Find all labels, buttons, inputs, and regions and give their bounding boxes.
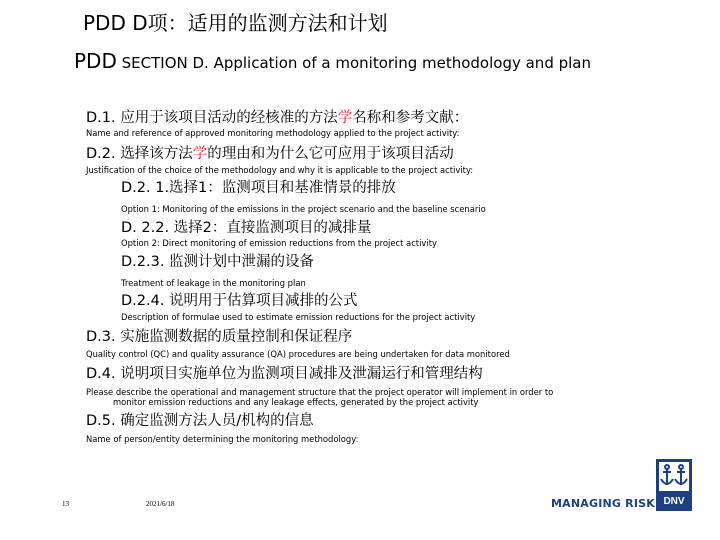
item-d5-desc: Name of person/entity determining the monitoring methodology: — [86, 434, 359, 444]
item-d3-desc: Quality control (QC) and quality assurance (QA) procedures are being undertaken for data monitored — [86, 349, 510, 359]
footer-date: 2021/6/18 — [146, 500, 175, 508]
item-d22-desc: Option 2: Direct monitoring of emission reductions from the project activity — [121, 238, 437, 248]
managing-risk-slogan: MANAGING RISK — [551, 497, 655, 510]
logo-emblem-panel — [659, 462, 689, 491]
item-d23-heading: D.2.3. 监测计划中泄漏的设备 — [121, 254, 315, 270]
title-en-prefix: PDD — [74, 49, 117, 73]
item-d24-heading: D.2.4. 说明用于估算项目减排的公式 — [121, 293, 358, 309]
item-d3-heading: D.3. 实施监测数据的质量控制和保证程序 — [86, 329, 353, 345]
item-d5-heading: D.5. 确定监测方法人员/机构的信息 — [86, 413, 314, 429]
item-d21-heading: D.2. 1.选择1：监测项目和基准情景的排放 — [121, 180, 396, 196]
item-d24-desc: Description of formulae used to estimate emission reductions for the project activity — [121, 312, 476, 322]
item-d21-desc: Option 1: Monitoring of the emissions in the project scenario and the baseline scenario — [121, 204, 486, 214]
item-d2-desc: Justification of the choice of the methodology and why it is applicable to the project activity: — [86, 165, 474, 175]
page-number: 13 — [62, 500, 69, 508]
item-d2-heading: D.2. 选择该方法学的理由和为什么它可应用于该项目活动 — [86, 146, 454, 162]
item-d22-heading: D. 2.2. 选择2：直接监测项目的减排量 — [121, 220, 372, 236]
logo-text: DNV — [663, 496, 685, 507]
item-d1-heading: D.1. 应用于该项目活动的经核准的方法学名称和参考文献： — [86, 110, 469, 126]
title-en-rest: SECTION D. Application of a monitoring methodology and plan — [116, 54, 591, 72]
item-d4-heading: D.4. 说明项目实施单位为监测项目减排及泄漏运行和管理结构 — [86, 366, 483, 382]
page-title-cn: PDD D项：适用的监测方法和计划 — [83, 11, 388, 35]
item-d23-desc: Treatment of leakage in the monitoring plan — [121, 278, 306, 288]
item-d1-desc: Name and reference of approved monitoring methodology applied to the project activity: — [86, 128, 460, 138]
page-title-en — [74, 48, 591, 76]
dnv-logo — [656, 459, 692, 511]
item-d4-desc-line2: monitor emission reductions and any leakage effects, generated by the project activity — [113, 397, 479, 407]
item-d4-desc-line1: Please describe the operational and management structure that the project operator will implement in order to — [86, 387, 554, 397]
